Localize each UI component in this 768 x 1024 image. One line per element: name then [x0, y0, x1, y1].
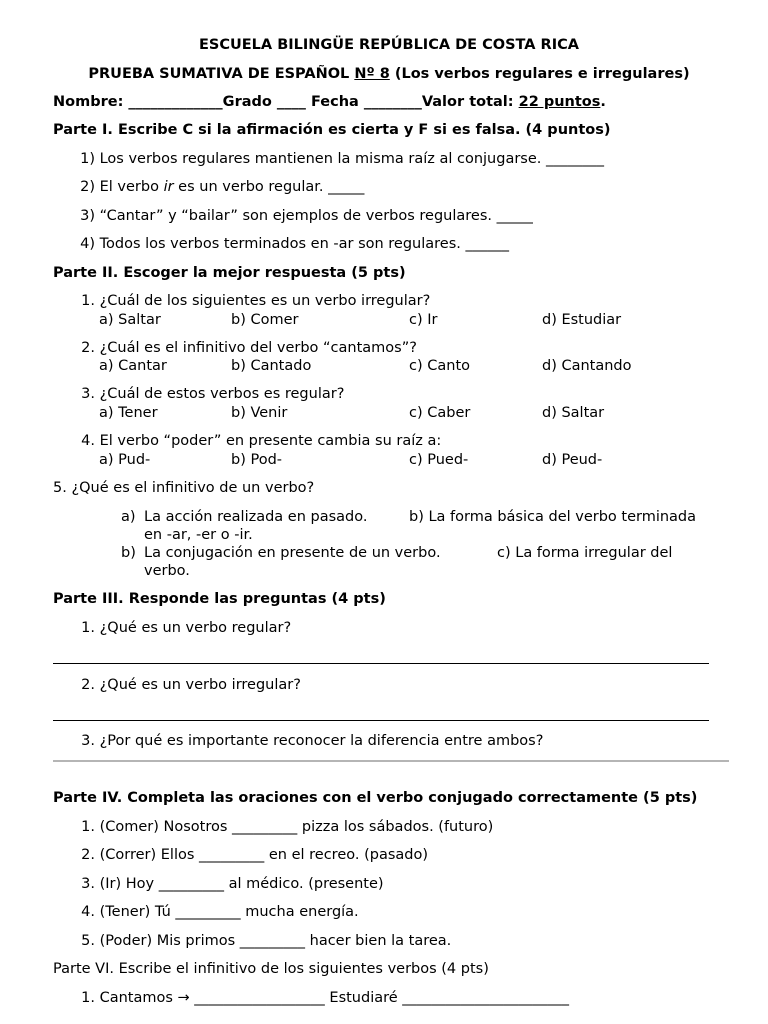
- part1-item: 4) Todos los verbos terminados en -ar son regulares. ______: [80, 236, 510, 252]
- q5-option-b2-label: b): [121, 545, 136, 561]
- option-a: a) Cantar: [99, 358, 167, 374]
- part6-item: 1. Cantamos → __________________ Estudiaré _______________________: [81, 990, 570, 1006]
- q5-option-b1-line1: b) La forma básica del verbo terminada: [409, 509, 697, 525]
- option-a: a) Pud-: [99, 452, 151, 468]
- part3-question: 2. ¿Qué es un verbo irregular?: [81, 677, 301, 693]
- part4-item: 4. (Tener) Tú _________ mucha energía.: [81, 904, 359, 920]
- option-b: b) Comer: [231, 312, 299, 328]
- q5-option-a-label: a): [121, 509, 136, 525]
- option-d: d) Estudiar: [542, 312, 622, 328]
- option-b: b) Cantado: [231, 358, 312, 374]
- option-b: b) Venir: [231, 405, 288, 421]
- part1-item: 1) Los verbos regulares mantienen la misma raíz al conjugarse. ________: [80, 151, 604, 167]
- part3-question: 3. ¿Por qué es importante reconocer la diferencia entre ambos?: [81, 733, 544, 749]
- option-c: c) Pued-: [409, 452, 469, 468]
- option-c: c) Ir: [409, 312, 438, 328]
- part3-question: 1. ¿Qué es un verbo regular?: [81, 620, 292, 636]
- part6-title: Parte VI. Escribe el infinitivo de los siguientes verbos (4 pts): [53, 961, 489, 977]
- q5-option-c-line1: c) La forma irregular del: [497, 545, 673, 561]
- option-d: d) Saltar: [542, 405, 605, 421]
- part4-item: 1. (Comer) Nosotros _________ pizza los sábados. (futuro): [81, 819, 494, 835]
- option-a: a) Tener: [99, 405, 158, 421]
- name-line: Nombre: _____________Grado ____ Fecha ________Valor total: 22 puntos.: [53, 94, 606, 110]
- part1-title: Parte I. Escribe C si la afirmación es cierta y F si es falsa. (4 puntos): [53, 122, 611, 138]
- part2-question: 4. El verbo “poder” en presente cambia su raíz a:: [81, 433, 442, 449]
- q5-option-b2: La conjugación en presente de un verbo.: [144, 545, 441, 561]
- option-b: b) Pod-: [231, 452, 283, 468]
- part1-item: 2) El verbo ir es un verbo regular. _____: [80, 179, 365, 195]
- answer-line: [53, 663, 709, 664]
- part4-item: 3. (Ir) Hoy _________ al médico. (presente): [81, 876, 384, 892]
- part3-title: Parte III. Responde las preguntas (4 pts): [53, 591, 386, 607]
- total-points: 22 puntos: [518, 94, 601, 110]
- section-divider: [53, 760, 729, 762]
- part2-title: Parte II. Escoger la mejor respuesta (5 pts): [53, 265, 406, 281]
- option-d: d) Peud-: [542, 452, 603, 468]
- answer-line: [53, 720, 709, 721]
- part2-question: 3. ¿Cuál de estos verbos es regular?: [81, 386, 345, 402]
- option-a: a) Saltar: [99, 312, 161, 328]
- q5-option-b1-line2: en -ar, -er o -ir.: [144, 527, 253, 543]
- school-name: ESCUELA BILINGÜE REPÚBLICA DE COSTA RICA: [199, 37, 579, 53]
- part1-item: 3) “Cantar” y “bailar” son ejemplos de verbos regulares. _____: [80, 208, 533, 224]
- part4-item: 2. (Correr) Ellos _________ en el recreo. (pasado): [81, 847, 429, 863]
- option-c: c) Canto: [409, 358, 470, 374]
- option-c: c) Caber: [409, 405, 471, 421]
- q5-option-a: La acción realizada en pasado.: [144, 509, 368, 525]
- option-d: d) Cantando: [542, 358, 632, 374]
- test-number: Nº 8: [354, 66, 390, 82]
- q5-option-c-line2: verbo.: [144, 563, 190, 579]
- part4-title: Parte IV. Completa las oraciones con el verbo conjugado correctamente (5 pts): [53, 790, 698, 806]
- part4-item: 5. (Poder) Mis primos _________ hacer bien la tarea.: [81, 933, 452, 949]
- test-title: PRUEBA SUMATIVA DE ESPAÑOL Nº 8 (Los verbos regulares e irregulares): [88, 66, 690, 82]
- part2-question: 2. ¿Cuál es el infinitivo del verbo “cantamos”?: [81, 340, 417, 356]
- part2-question: 1. ¿Cuál de los siguientes es un verbo irregular?: [81, 293, 431, 309]
- part2-question-5: 5. ¿Qué es el infinitivo de un verbo?: [53, 480, 315, 496]
